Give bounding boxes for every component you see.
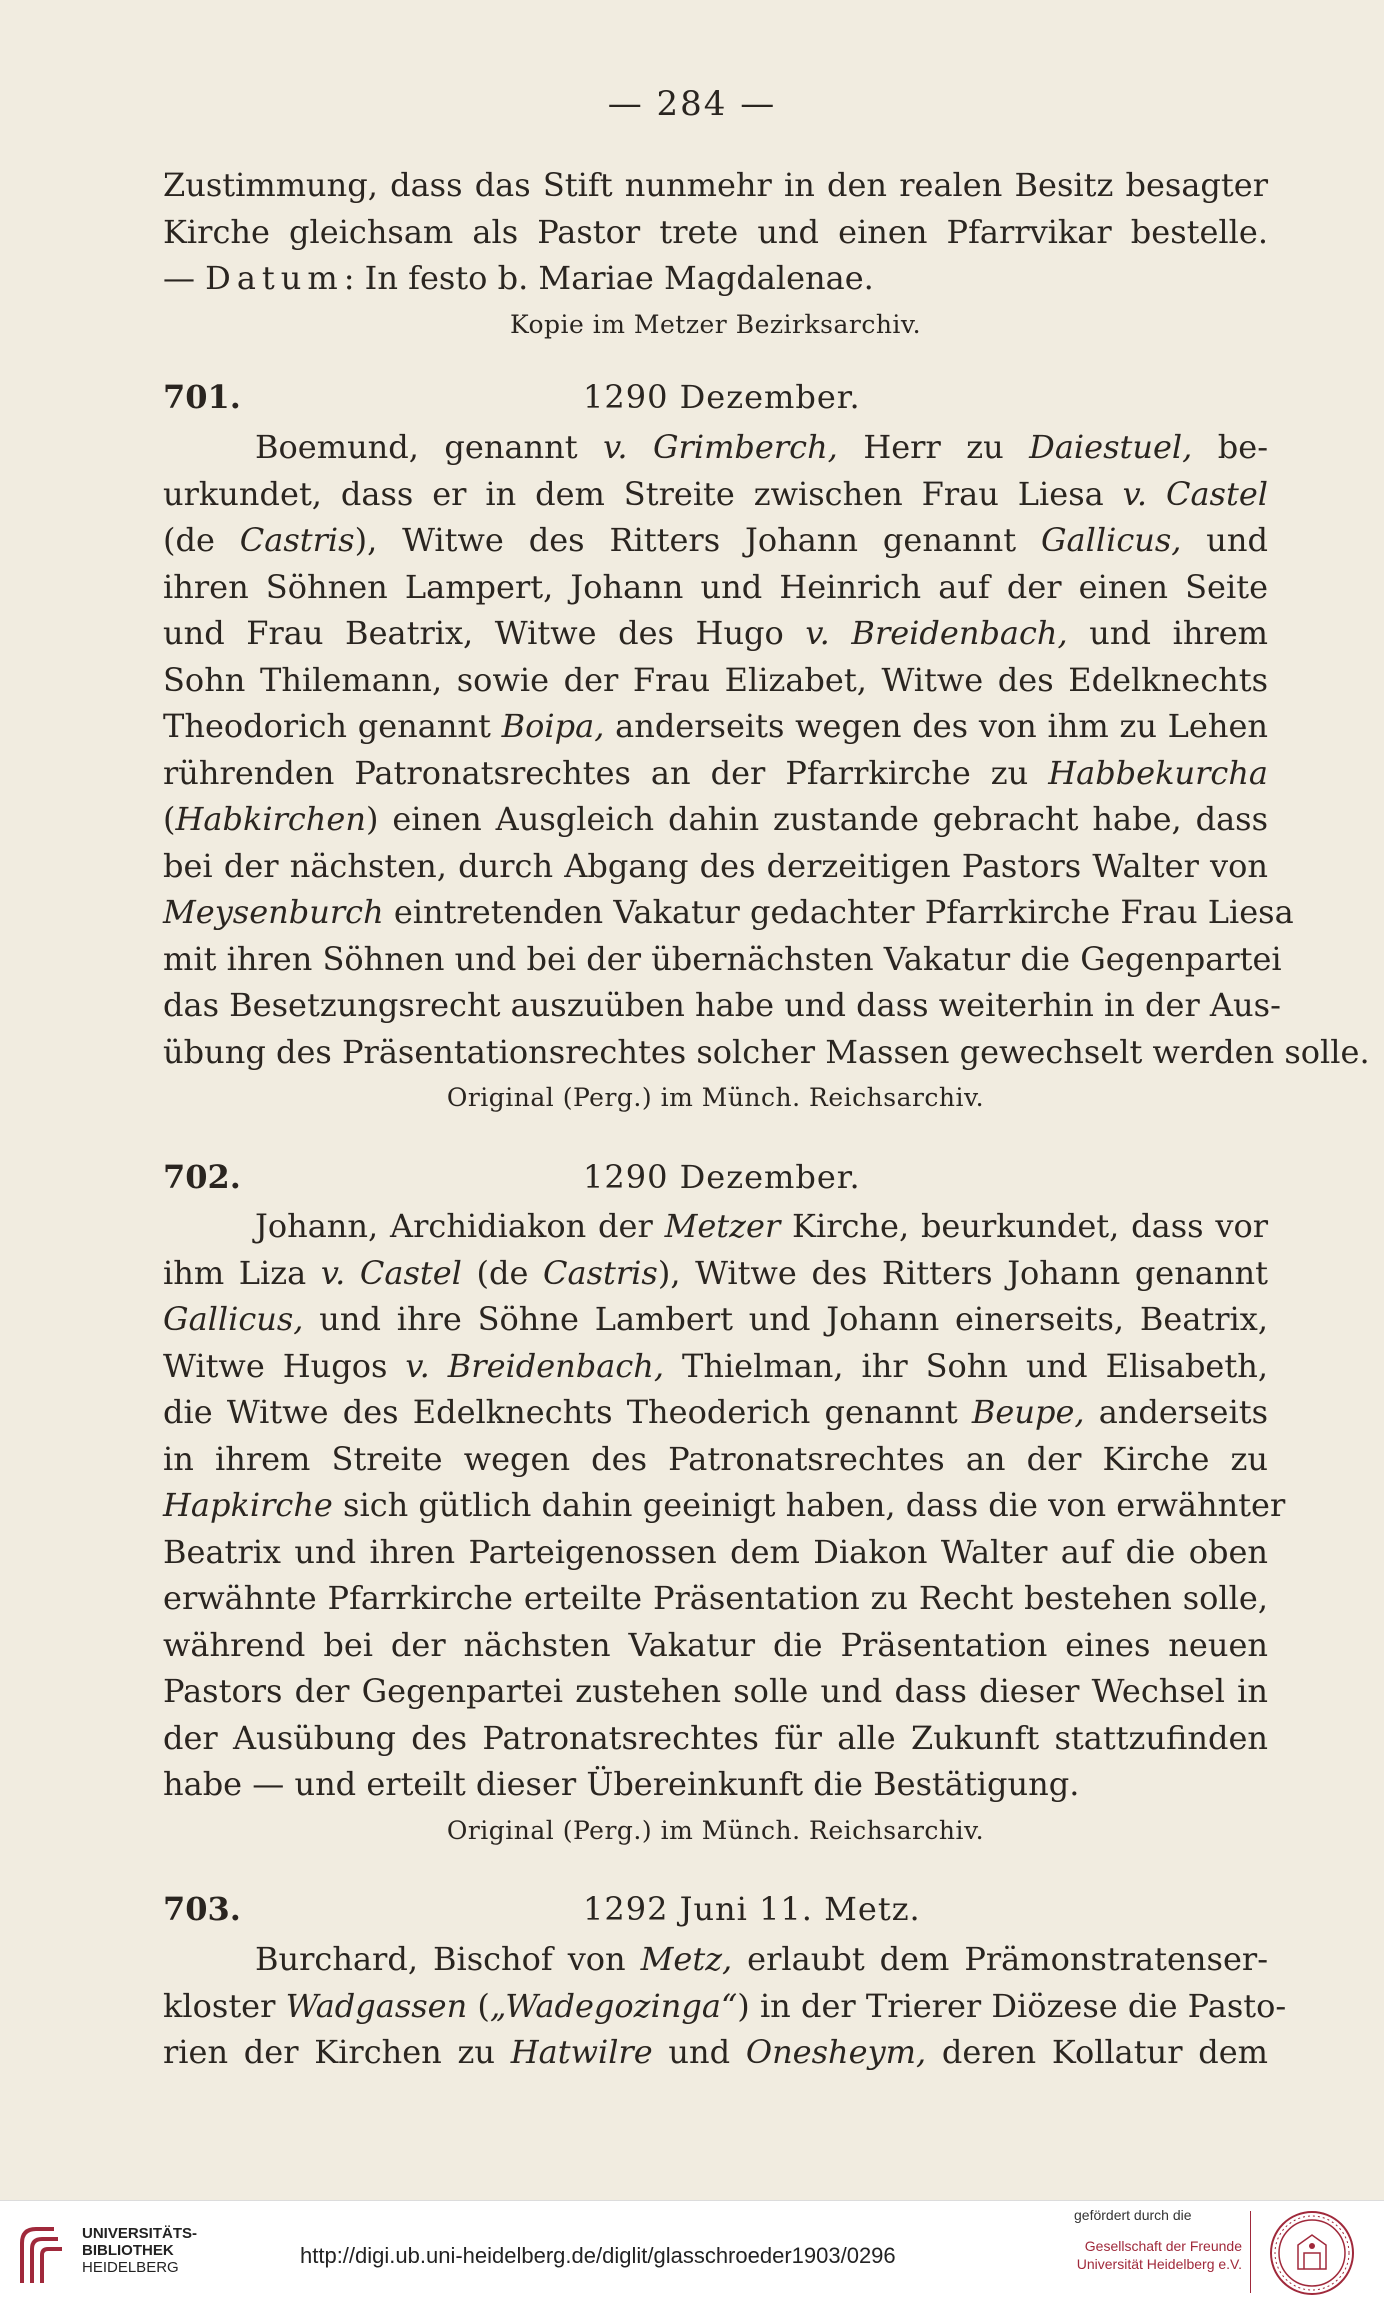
footer-bar [0, 2200, 1384, 2303]
sponsor-line: Gesellschaft der Freunde [1084, 2238, 1242, 2254]
university-seal-icon [1268, 2209, 1356, 2297]
source-note: Original (Perg.) im Münch. Reichsarchiv. [446, 1083, 985, 1112]
permalink-url[interactable]: http://digi.ub.uni-heidelberg.de/diglit/glasschroeder1903/0296 [300, 2243, 896, 2268]
intro-text [163, 162, 1268, 348]
footer-divider [1250, 2211, 1251, 2293]
entry-703-text: Burchard, Bischof von Metz, erlaubt dem Prämonstratenser- kloster Wadgassen („Wadegozinga“) in der Trierer Diözese die Pasto- rien der Kirchen zu Hatwilre und Onesheym, deren Kollatur dem [163, 1940, 1287, 2071]
library-line: BIBLIOTHEK [82, 2242, 174, 2259]
datum-text: : In festo b. Mariae Magdalenae. [343, 259, 874, 297]
datum-line [163, 255, 1268, 302]
entry-date: 1290 Dezember. [583, 378, 861, 416]
page-number: — 284 — [607, 84, 777, 124]
text-line: Kirche gleichsam als Pastor trete und einen Pfarrvikar bestelle. [163, 212, 1268, 251]
entry-number: 701. [163, 378, 241, 416]
ub-heidelberg-logo-icon[interactable] [14, 2221, 74, 2291]
sponsor-label: gefördert durch die [1074, 2207, 1192, 2223]
sponsor-line: Universität Heidelberg e.V. [1076, 2256, 1242, 2272]
library-name[interactable] [82, 2225, 197, 2276]
entry-number: 702. [163, 1158, 241, 1196]
text-line: Zustimmung, dass das Stift nunmehr in den realen Besitz besagter [163, 166, 1268, 204]
datum-word: Datum [205, 259, 344, 297]
datum-prefix: — [163, 259, 195, 297]
sponsor-name[interactable] [1074, 2237, 1242, 2273]
entry-date: 1292 Juni 11. Metz. [583, 1890, 921, 1928]
library-line: UNIVERSITÄTS- [82, 2225, 198, 2242]
entry-number: 703. [163, 1890, 241, 1928]
entry-702-text: Johann, Archidiakon der Metzer Kirche, beurkundet, dass vor ihm Liza v. Castel (de Castris), Witwe des Ritters Johann genannt Gallicus, und ihre Söhne Lambert und Johann einerseits, Beatrix, Witwe Hugos v. Breidenbach, Thielman, ihr Sohn und Elisabeth, die Witwe des Edelknechts Theoderich genannt Beupe, anderseits in ihrem Streite wegen des Patronatsrechtes an der Kirche zu Hapkirche sich gütlich dahin geeinigt haben, dass die von erwähnter Beatrix und ihren Parteigenossen dem Diakon Walter auf die oben erwähnte Pfarrkirche erteilte Präsentation zu Recht bestehen solle, während bei der nächsten Vakatur die Präsentation eines neuen Pastors der Gegenpartei zustehen solle und dass dieser Wechsel in der Ausübung des Patronatsrechtes für alle Zukunft stattzufinden habe — und erteilt dieser Übereinkunft die Bestätigung. Original (Perg.) im Münch. Reichsarchiv. [163, 1203, 1268, 1854]
source-note: Kopie im Metzer Bezirksarchiv. [509, 309, 922, 339]
entry-701-text: Boemund, genannt v. Grimberch, Herr zu Daiestuel, be- urkundet, dass er in dem Streite zwischen Frau Liesa v. Castel (de Castris), Witwe des Ritters Johann genannt Gallicus, und ihren Söhnen Lampert, Johann und Heinrich auf der einen Seite und Frau Beatrix, Witwe des Hugo v. Breidenbach, und ihrem Sohn Thilemann, sowie der Frau Elizabet, Witwe des Edelknechts Theodorich genannt Boipa, anderseits wegen des von ihm zu Lehen rührenden Patronatsrechtes an der Pfarrkirche zu Habbekurcha (Habkirchen) einen Ausgleich dahin zustande gebracht habe, dass bei der nächsten, durch Abgang des derzeitigen Pastors Walter von Meysenburch eintretenden Vakatur gedachter Pfarrkirche Frau Liesa mit ihren Söhnen und bei der übernächsten Vakatur die Gegenpartei das Besetzungsrecht auszuüben habe und dass weiterhin in der Aus- übung des Präsentationsrechtes solcher Massen gewechselt werden solle. Original (Perg.) im Münch. Reichsarchiv. [163, 424, 1268, 1122]
source-note: Original (Perg.) im Münch. Reichsarchiv. [446, 1815, 985, 1845]
entry-date: 1290 Dezember. [583, 1158, 861, 1196]
library-line: HEIDELBERG [82, 2259, 179, 2276]
